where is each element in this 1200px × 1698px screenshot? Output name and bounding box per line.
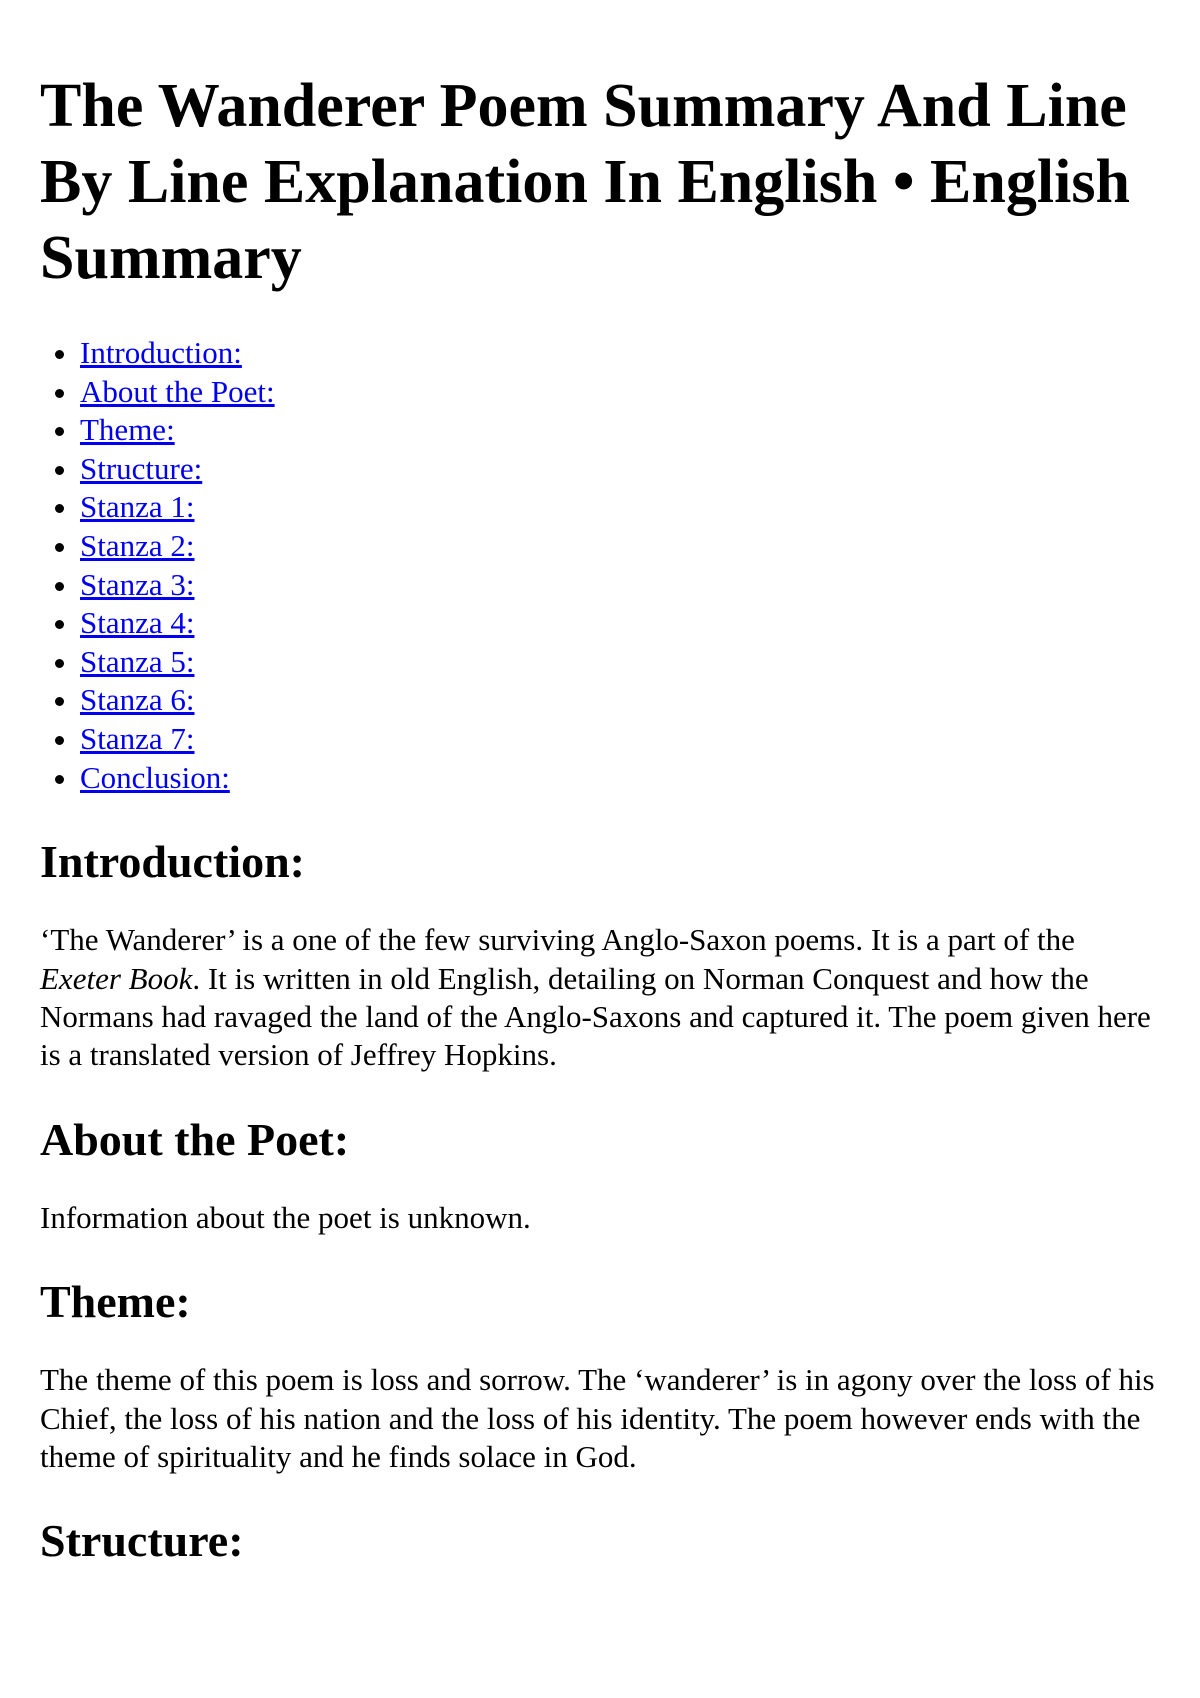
theme-paragraph: The theme of this poem is loss and sorrow. The ‘wanderer’ is in agony over the loss of his Chief, the loss of his nation and the loss of his identity. The poem however ends with the theme of spirituality and he finds solace in God.	[40, 1362, 1155, 1474]
about-poet-heading: About the Poet:	[40, 1113, 350, 1165]
table-of-contents	[40, 334, 1160, 797]
introduction-text-end: . It is written in old English, detailing on Norman Conquest and how the Normans had ravaged the land of the Anglo-Saxons and captured it. The poem given here is a translated version of Jeffrey Hopkins.	[40, 960, 1151, 1073]
toc-link-stanza-3[interactable]: Stanza 3:	[80, 566, 195, 602]
about-poet-paragraph: Information about the poet is unknown.	[40, 1199, 531, 1235]
toc-item	[80, 681, 1160, 720]
toc-link-stanza-7[interactable]: Stanza 7:	[80, 720, 195, 756]
theme-heading: Theme:	[40, 1276, 191, 1328]
toc-link-theme[interactable]: Theme:	[80, 412, 175, 448]
exeter-book-title: Exeter Book	[40, 960, 193, 996]
toc-link-stanza-1[interactable]: Stanza 1:	[80, 489, 195, 525]
toc-item	[80, 643, 1160, 682]
toc-item	[80, 450, 1160, 489]
introduction-heading: Introduction:	[40, 836, 305, 888]
toc-link-stanza-4[interactable]: Stanza 4:	[80, 605, 195, 641]
toc-link-stanza-6[interactable]: Stanza 6:	[80, 682, 195, 718]
structure-heading: Structure:	[40, 1515, 244, 1567]
toc-link-introduction[interactable]: Introduction:	[80, 335, 242, 370]
toc-item	[80, 334, 1160, 373]
toc-item	[80, 566, 1160, 605]
toc-item	[80, 759, 1160, 798]
page-title: The Wanderer Poem Summary And Line By Line Explanation In English • English Summary	[40, 72, 1130, 292]
toc-item	[80, 604, 1160, 643]
toc-link-stanza-2[interactable]: Stanza 2:	[80, 527, 195, 563]
introduction-paragraph	[40, 921, 1160, 1075]
toc-item	[80, 373, 1160, 412]
toc-item	[80, 488, 1160, 527]
toc-link-structure[interactable]: Structure:	[80, 450, 203, 486]
toc-item	[80, 411, 1160, 450]
introduction-text-start: ‘The Wanderer’ is a one of the few surviving Anglo-Saxon poems. It is a part of the	[40, 922, 1075, 958]
toc-item	[80, 720, 1160, 759]
toc-link-stanza-5[interactable]: Stanza 5:	[80, 643, 195, 679]
toc-item	[80, 527, 1160, 566]
toc-link-about-the-poet[interactable]: About the Poet:	[80, 373, 275, 409]
toc-link-conclusion[interactable]: Conclusion:	[80, 759, 230, 795]
